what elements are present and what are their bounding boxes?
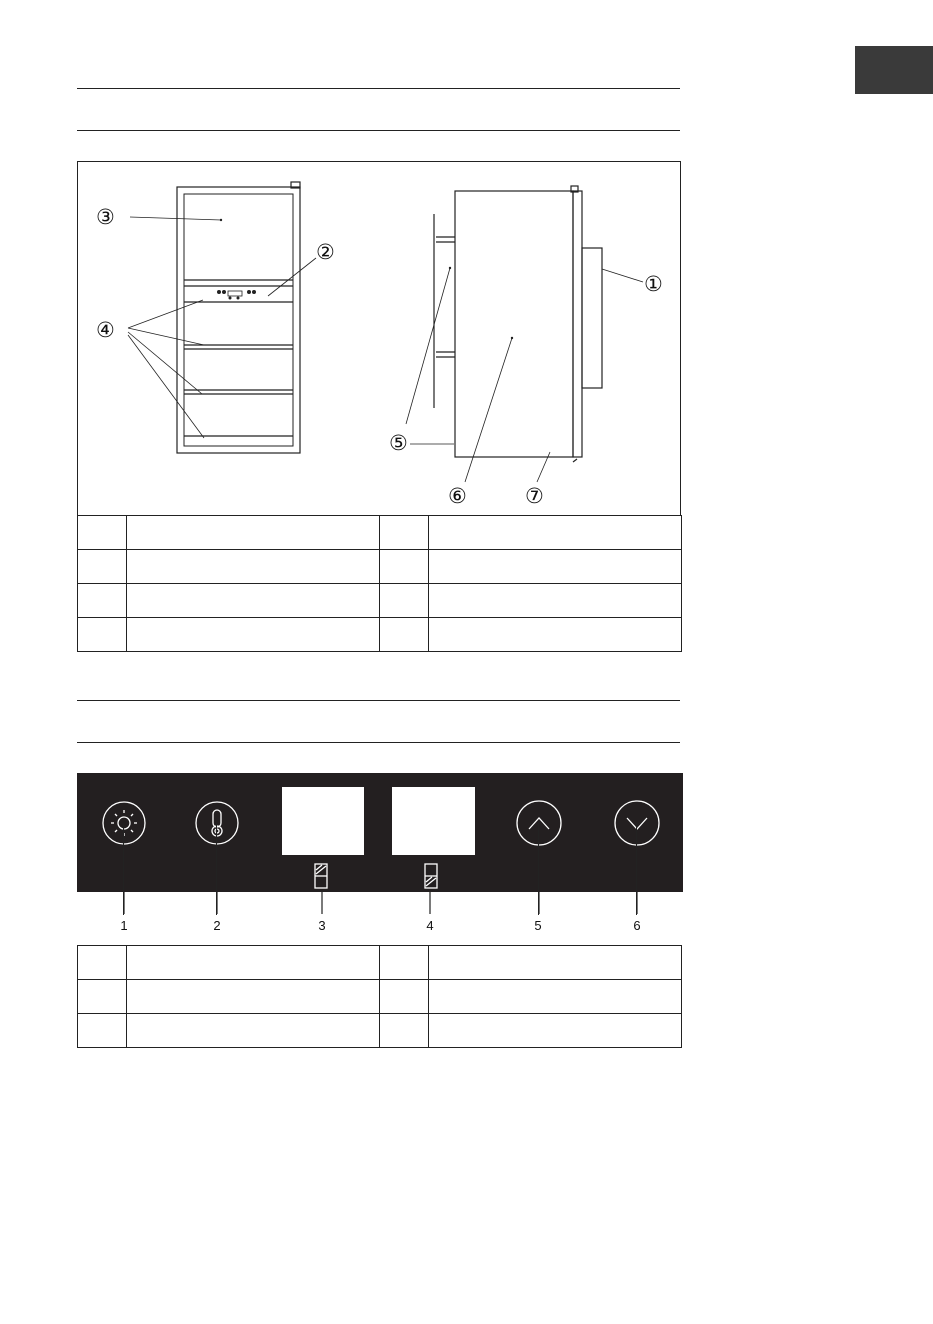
- panel-callout-5: 5: [534, 918, 542, 933]
- callout-line-5: [538, 823, 539, 915]
- callout-7: ⑦: [525, 484, 544, 508]
- table-row: [78, 1014, 682, 1048]
- panel-callout-2: 2: [213, 918, 221, 933]
- table-row: [78, 516, 682, 550]
- panel-callout-3: 3: [318, 918, 326, 933]
- appliance-drawing: [78, 162, 682, 516]
- table-row: [78, 980, 682, 1014]
- section-rule-top-2: [77, 700, 680, 701]
- front-view-outline: [177, 187, 300, 453]
- callout-line-1: [123, 823, 124, 915]
- section-rule-bottom-2: [77, 742, 680, 743]
- table-row: [78, 584, 682, 618]
- callout-4: ④: [96, 318, 115, 342]
- panel-callout-1: 1: [120, 918, 128, 933]
- parts-table: [77, 515, 682, 652]
- lower-zone-icon[interactable]: [425, 864, 437, 888]
- upper-zone-display: [282, 787, 364, 855]
- table-row: [78, 618, 682, 652]
- section-rule-top: [77, 88, 680, 89]
- appliance-diagram: [77, 161, 681, 515]
- panel-callout-lines: [77, 892, 683, 944]
- panel-callout-6: 6: [633, 918, 641, 933]
- lower-zone-display: [392, 787, 475, 855]
- section-rule-bottom: [77, 130, 680, 131]
- table-row: [78, 550, 682, 584]
- table-row: [78, 946, 682, 980]
- control-panel: [77, 773, 683, 892]
- panel-callout-4: 4: [426, 918, 434, 933]
- callout-2: ②: [316, 240, 335, 264]
- callout-1: ①: [644, 272, 663, 296]
- chevron-up-icon[interactable]: [517, 801, 561, 845]
- light-icon[interactable]: [103, 802, 145, 844]
- callout-3: ③: [96, 205, 115, 229]
- language-tab-marker: [855, 46, 933, 94]
- callout-line-6: [636, 823, 637, 915]
- upper-zone-icon[interactable]: [315, 864, 327, 888]
- side-view-outline: [455, 191, 573, 457]
- callout-5: ⑤: [389, 431, 408, 455]
- callout-line-2: [216, 823, 217, 915]
- chevron-down-icon[interactable]: [615, 801, 659, 845]
- callout-6: ⑥: [448, 484, 467, 508]
- thermometer-icon[interactable]: [196, 802, 238, 844]
- panel-table: [77, 945, 682, 1048]
